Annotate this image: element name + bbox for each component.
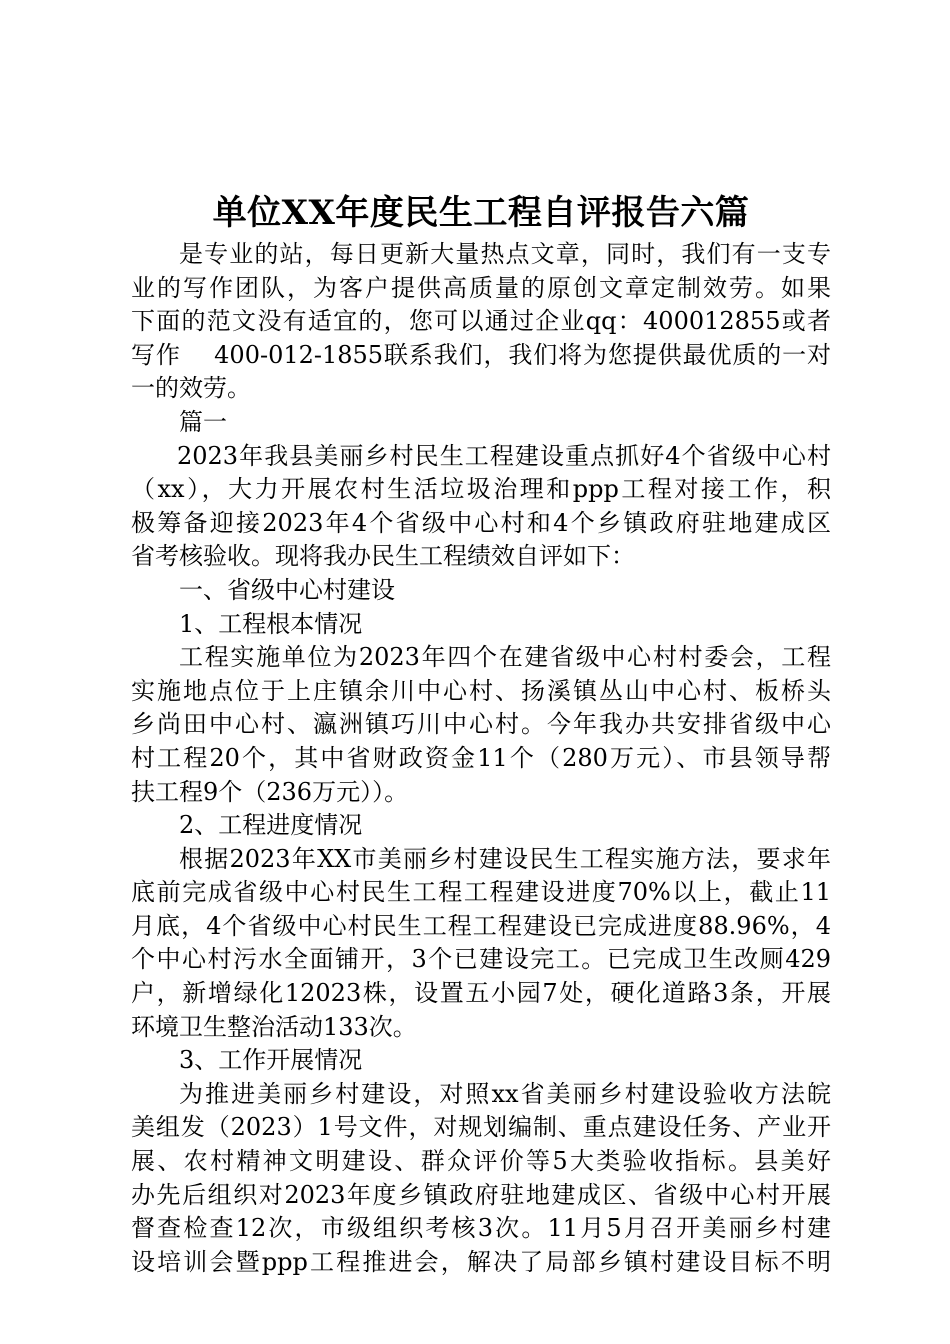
paragraph-line: 为推进美丽乡村建设，对照xx省美丽乡村建设验收方法皖	[179, 1079, 831, 1108]
paragraph-line: 环境卫生整治活动133次。	[131, 1012, 417, 1041]
subsection-heading: 3、工作开展情况	[179, 1046, 363, 1075]
paragraph-line: 根据2023年XX市美丽乡村建设民生工程实施方法，要求年	[179, 844, 831, 873]
subsection-heading: 1、工程根本情况	[179, 609, 363, 638]
paragraph-line: 办先后组织对2023年度乡镇政府驻地建成区、省级中心村开展	[131, 1180, 831, 1209]
paragraph-line: 写作 400-012-1855联系我们，我们将为您提供最优质的一对	[131, 340, 831, 369]
paragraph-line: 下面的范文没有适宜的，您可以通过企业qq：400012855或者	[131, 307, 831, 336]
document-title: 单位XX年度民生工程自评报告六篇	[212, 193, 750, 233]
paragraph-line: 实施地点位于上庄镇余川中心村、扬溪镇丛山中心村、板桥头	[131, 676, 831, 705]
paragraph-line: 设培训会暨ppp工程推进会，解决了局部乡镇村建设目标不明	[131, 1247, 831, 1276]
paragraph-line: 一的效劳。	[131, 374, 251, 403]
paragraph-line: 督查检查12次，市级组织考核3次。11月5月召开美丽乡村建	[131, 1214, 831, 1243]
paragraph-line: 扶工程9个（236万元））。	[131, 777, 409, 806]
paragraph-line: 月底，4个省级中心村民生工程工程建设已完成进度88.96%，4	[131, 911, 831, 940]
paragraph-line: 极筹备迎接2023年4个省级中心村和4个乡镇政府驻地建成区	[131, 508, 831, 537]
paragraph-line: 个中心村污水全面铺开，3个已建设完工。已完成卫生改厕429	[131, 945, 831, 974]
paragraph-line: 省考核验收。现将我办民生工程绩效自评如下：	[131, 542, 635, 571]
paragraph-line: 乡尚田中心村、瀛洲镇巧川中心村。今年我办共安排省级中心	[131, 710, 831, 739]
paragraph-line: 是专业的站，每日更新大量热点文章，同时，我们有一支专	[179, 240, 831, 268]
paragraph-line: 2023年我县美丽乡村民生工程建设重点抓好4个省级中心村	[177, 441, 831, 470]
paragraph-line: 底前完成省级中心村民生工程工程建设进度70%以上，截止11	[131, 878, 831, 907]
section-heading: 篇一	[179, 407, 227, 436]
paragraph-line: 展、农村精神文明建设、群众评价等5大类验收指标。县美好	[131, 1147, 831, 1176]
paragraph-line: 美组发（2023）1号文件，对规划编制、重点建设任务、产业开	[131, 1113, 831, 1142]
section-heading: 一、省级中心村建设	[179, 575, 395, 604]
subsection-heading: 2、工程进度情况	[179, 811, 363, 840]
paragraph-line: （xx），大力开展农村生活垃圾治理和ppp工程对接工作，积	[131, 475, 831, 504]
paragraph-line: 工程实施单位为2023年四个在建省级中心村村委会，工程	[179, 643, 831, 672]
document-body	[131, 238, 831, 1279]
document-content	[131, 188, 831, 1279]
paragraph-line: 业的写作团队，为客户提供高质量的原创文章定制效劳。如果	[131, 273, 831, 302]
paragraph-line: 户，新增绿化12023株，设置五小园7处，硬化道路3条，开展	[131, 979, 831, 1008]
paragraph-line: 村工程20个，其中省财政资金11个（280万元）、市县领导帮	[131, 743, 831, 772]
